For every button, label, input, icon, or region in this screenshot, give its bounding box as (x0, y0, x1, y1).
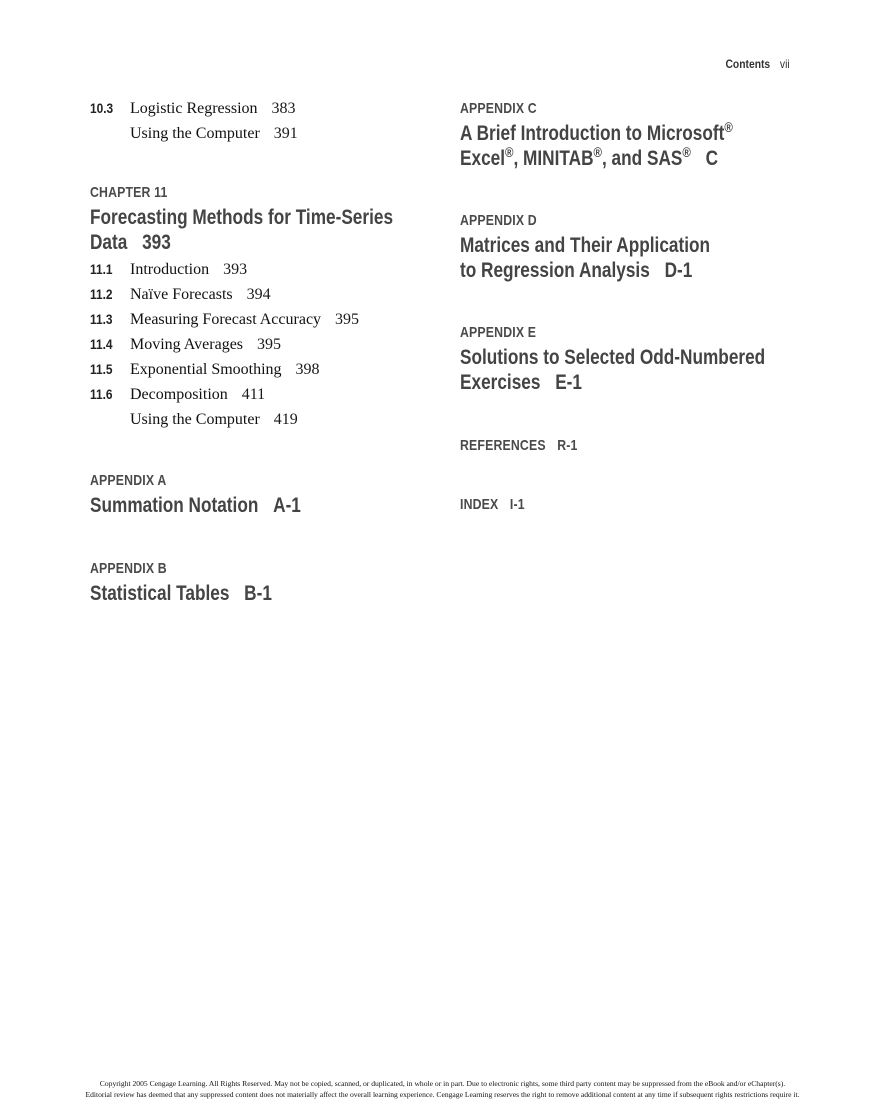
section-page: 394 (246, 286, 271, 303)
section-number: 10.3 (90, 100, 114, 116)
appendix-title: Summation Notation (90, 494, 259, 517)
toc-entry-11-5[interactable] (90, 361, 420, 386)
registered-mark: ® (505, 144, 514, 160)
chapter-11-sections (90, 261, 420, 436)
toc-entry-using-computer-11[interactable] (90, 411, 420, 436)
appendix-c-title[interactable] (460, 121, 739, 171)
toc-entry-using-computer-10[interactable] (90, 125, 420, 150)
section-page: 391 (273, 125, 298, 142)
section-number: 11.6 (90, 386, 113, 402)
appendix-d-title[interactable] (460, 233, 739, 283)
appendix-page: C (705, 147, 719, 170)
index-label: INDEX (460, 496, 499, 513)
section-title: Measuring Forecast Accuracy (130, 311, 322, 328)
appendix-e-title[interactable] (460, 345, 766, 395)
appendix-title-part: , and SAS (601, 147, 683, 170)
appendix-title: Statistical Tables (90, 582, 230, 605)
section-number: 11.3 (90, 311, 113, 327)
toc-right-column (460, 100, 800, 513)
appendix-title-part: Excel (460, 147, 506, 170)
section-page: 383 (271, 100, 296, 117)
section-number: 11.2 (90, 286, 113, 302)
section-page: 393 (223, 261, 248, 278)
index-page: I-1 (509, 496, 525, 513)
section-number: 11.4 (90, 336, 113, 352)
appendix-page: E-1 (555, 371, 583, 394)
section-page: 419 (273, 411, 298, 428)
references-page: R-1 (557, 437, 578, 454)
toc-entry-11-3[interactable] (90, 311, 420, 336)
appendix-title-line: Matrices and Their Application (460, 234, 711, 257)
toc-entry-11-2[interactable] (90, 286, 420, 311)
appendix-a-label: APPENDIX A (90, 472, 167, 489)
footer-line: Editorial review has deemed that any suppressed content does not materially affect the overall learning experience. Cengage Learning reserves the right to remove additional content at any time if subsequent rights restrictions require it. (85, 1090, 800, 1099)
appendix-a-title[interactable] (90, 493, 361, 518)
section-page: 411 (241, 386, 266, 403)
appendix-title-line: Exercises (460, 371, 541, 394)
section-page: 395 (335, 311, 360, 328)
running-header (726, 57, 790, 71)
registered-mark: ® (682, 144, 691, 160)
chapter-title-line: Forecasting Methods for Time-Series (90, 206, 394, 229)
toc-entry-11-1[interactable] (90, 261, 420, 286)
references-entry[interactable] (460, 437, 739, 454)
references-label: REFERENCES (460, 437, 546, 454)
toc-entry-10-3[interactable] (90, 100, 420, 125)
toc-entry-11-6[interactable] (90, 386, 420, 411)
registered-mark: ® (593, 144, 602, 160)
appendix-title-line: Solutions to Selected Odd-Numbered (460, 346, 766, 369)
section-title: Decomposition (130, 386, 228, 403)
section-number: 11.5 (90, 361, 113, 377)
appendix-page: B-1 (244, 582, 272, 605)
appendix-page: D-1 (664, 259, 693, 282)
toc-entry-11-4[interactable] (90, 336, 420, 361)
appendix-b-label: APPENDIX B (90, 560, 167, 577)
section-title: Logistic Regression (130, 100, 258, 117)
appendix-title-line: A Brief Introduction to Microsoft (460, 122, 725, 145)
appendix-e-label: APPENDIX E (460, 324, 537, 341)
section-title: Exponential Smoothing (130, 361, 282, 378)
chapter-title-line: Data (90, 231, 128, 254)
appendix-page: A-1 (273, 494, 301, 517)
chapter-11-title[interactable] (90, 205, 394, 255)
section-title: Naïve Forecasts (130, 286, 233, 303)
index-entry[interactable] (460, 496, 739, 513)
appendix-b-title[interactable] (90, 581, 361, 606)
toc-left-column (90, 100, 420, 606)
section-title: Using the Computer (130, 125, 260, 142)
registered-mark: ® (724, 119, 733, 135)
section-title: Introduction (130, 261, 210, 278)
copyright-footer (0, 1078, 885, 1100)
footer-line: Copyright 2005 Cengage Learning. All Rights Reserved. May not be copied, scanned, or duplicated, in whole or in part. Due to electronic rights, some third party content may be suppressed from the eBook and/or eChapter(s). (99, 1079, 786, 1088)
appendix-title-line: to Regression Analysis (460, 259, 650, 282)
header-label: Contents (725, 57, 771, 71)
section-page: 398 (295, 361, 320, 378)
section-title: Using the Computer (130, 411, 260, 428)
chapter-page: 393 (142, 231, 171, 254)
chapter-11-label: CHAPTER 11 (90, 184, 168, 201)
section-page: 395 (257, 336, 282, 353)
appendix-d-label: APPENDIX D (460, 212, 537, 229)
section-number: 11.1 (90, 261, 113, 277)
appendix-c-label: APPENDIX C (460, 100, 537, 117)
section-title: Moving Averages (130, 336, 244, 353)
header-page-number: vii (780, 57, 790, 71)
appendix-title-part: , MINITAB (513, 147, 594, 170)
